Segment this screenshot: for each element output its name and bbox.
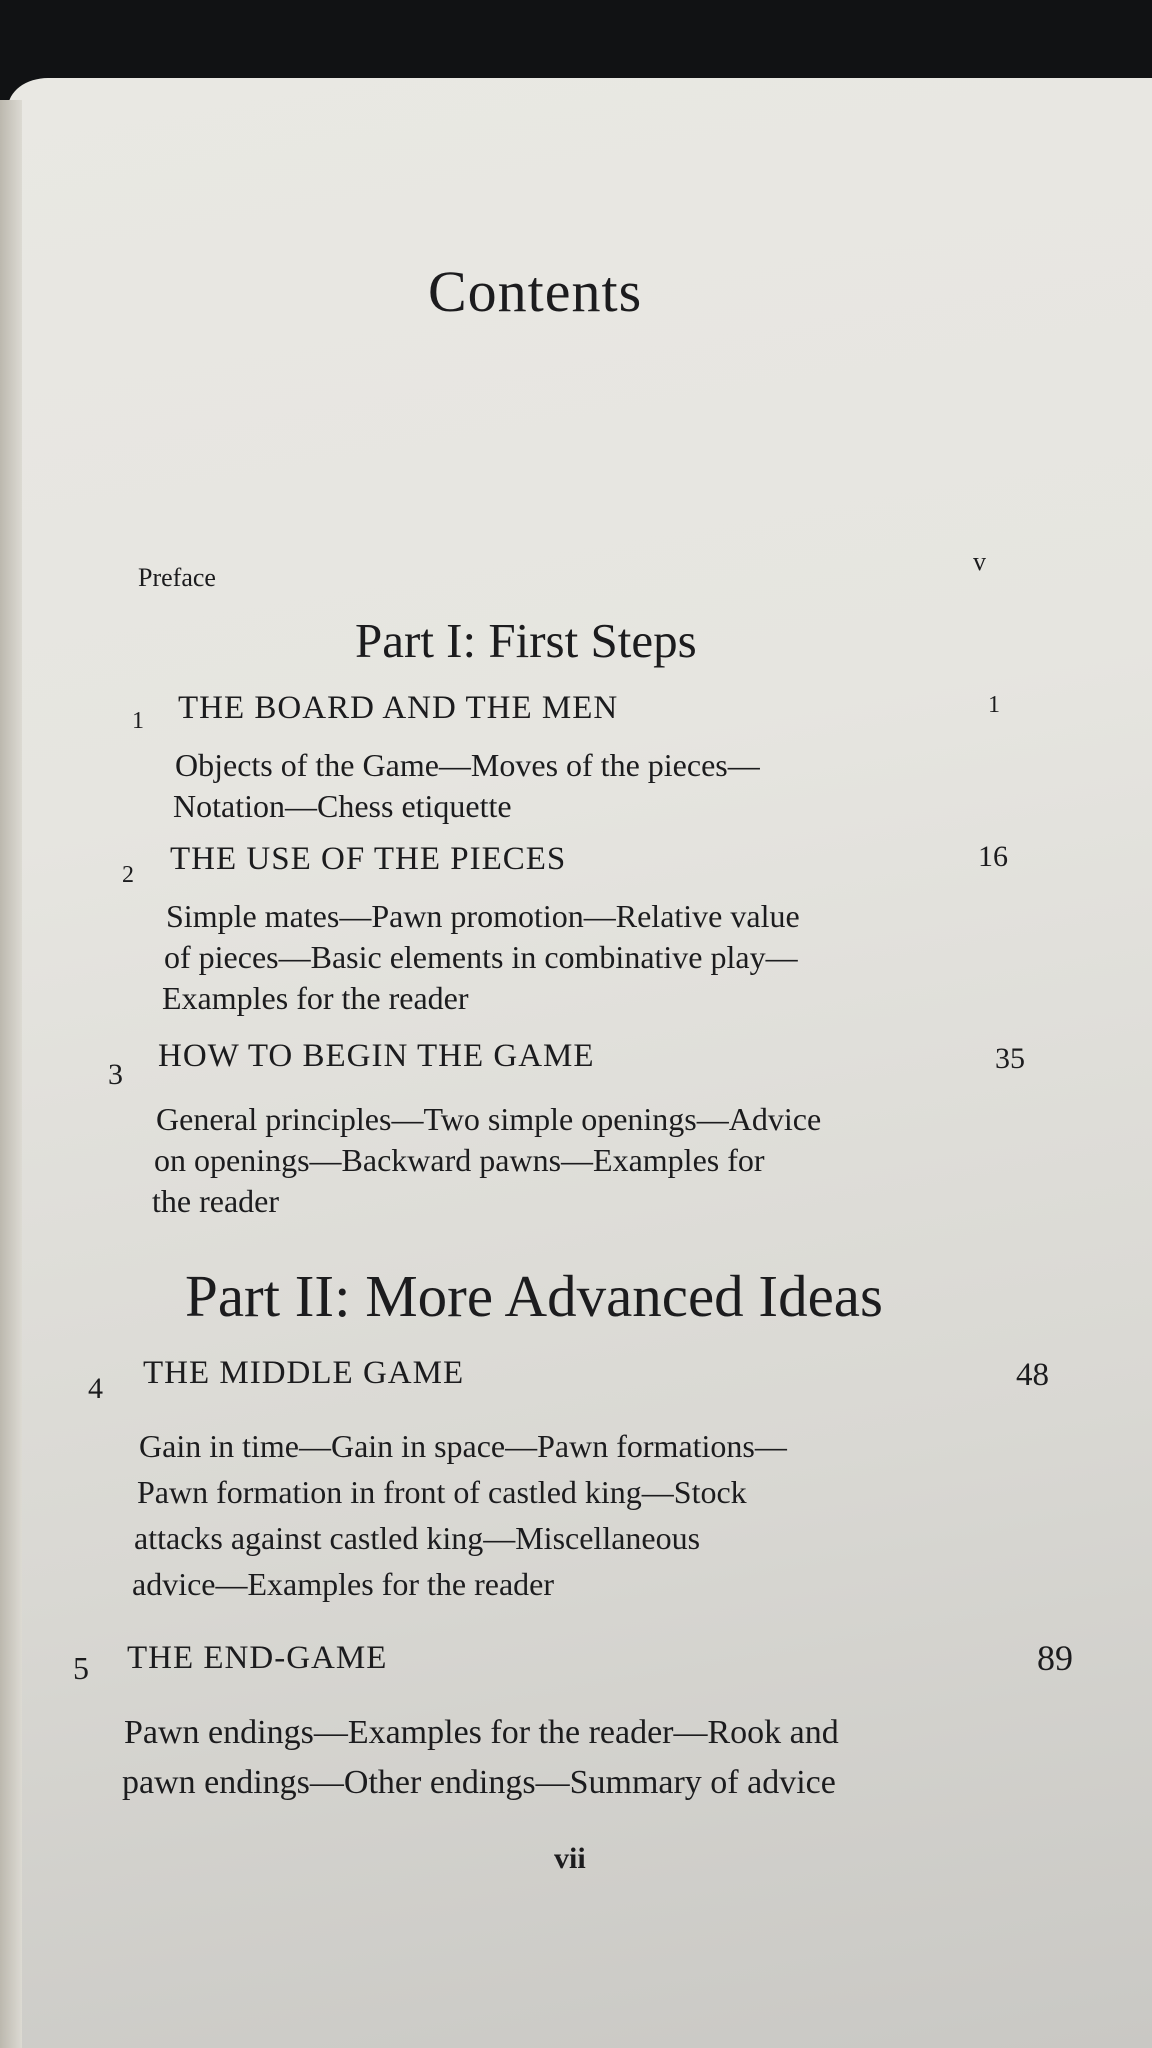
chapter-2-desc-line-1: Simple mates—Pawn promotion—Relative value xyxy=(166,898,800,934)
chapter-1-page: 1 xyxy=(988,692,1000,718)
chapter-2-number: 2 xyxy=(122,862,134,888)
preface-label: Preface xyxy=(138,563,216,592)
chapter-4-desc-line-3: attacks against castled king—Miscellaneous xyxy=(134,1520,701,1556)
chapter-3-desc-line-1: General principles—Two simple openings—Advice xyxy=(156,1101,822,1137)
chapter-1-number: 1 xyxy=(132,708,144,734)
chapter-3-desc-line-2: on openings—Backward pawns—Examples for xyxy=(154,1142,765,1178)
chapter-3-title: HOW TO BEGIN THE GAME xyxy=(158,1038,595,1074)
chapter-2-desc-line-3: Examples for the reader xyxy=(162,980,469,1016)
part-1-title: Part I: First Steps xyxy=(355,613,697,668)
page-folio: vii xyxy=(554,1842,586,1875)
chapter-4-title: THE MIDDLE GAME xyxy=(143,1355,465,1391)
chapter-4-page: 48 xyxy=(1016,1357,1049,1393)
chapter-4-desc-line-1: Gain in time—Gain in space—Pawn formations— xyxy=(139,1428,787,1464)
chapter-4-desc-line-4: advice—Examples for the reader xyxy=(132,1566,555,1602)
chapter-5-title: THE END-GAME xyxy=(127,1640,388,1676)
chapter-2-page: 16 xyxy=(978,840,1008,873)
chapter-1-title: THE BOARD AND THE MEN xyxy=(178,690,619,726)
chapter-4-desc-line-2: Pawn formation in front of castled king—Stock xyxy=(137,1474,747,1510)
chapter-5-desc-line-1: Pawn endings—Examples for the reader—Rook and xyxy=(124,1714,839,1751)
page-title: Contents xyxy=(428,259,643,324)
chapter-1-desc-line-2: Notation—Chess etiquette xyxy=(173,788,512,824)
chapter-1-desc-line-1: Objects of the Game—Moves of the pieces— xyxy=(175,747,760,783)
chapter-5-desc-line-2: pawn endings—Other endings—Summary of advice xyxy=(122,1764,836,1801)
preface-page: v xyxy=(973,547,986,576)
chapter-3-desc-line-3: the reader xyxy=(152,1183,280,1219)
chapter-2-title: THE USE OF THE PIECES xyxy=(170,841,567,877)
chapter-2-desc-line-2: of pieces—Basic elements in combinative play— xyxy=(164,939,798,975)
chapter-4-number: 4 xyxy=(88,1372,103,1405)
chapter-5-page: 89 xyxy=(1037,1638,1073,1678)
chapter-3-page: 35 xyxy=(995,1042,1025,1075)
page-edge xyxy=(0,100,22,2048)
chapter-5-number: 5 xyxy=(73,1650,89,1686)
part-2-title: Part II: More Advanced Ideas xyxy=(185,1263,883,1329)
chapter-3-number: 3 xyxy=(108,1058,123,1091)
